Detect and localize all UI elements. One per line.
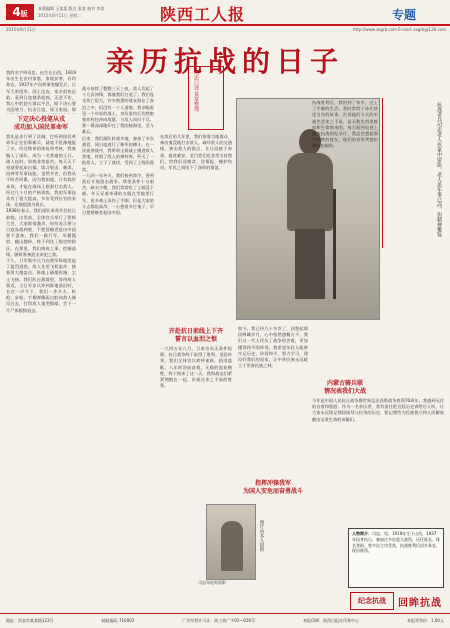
column-2-continued: 1938年春天，我们部队奉命开赴抗日前线。出发前，全体官兵举行了誓师大会，大家群情激昂，纷纷表示要与日寇血战到底，不把侵略者赶出中国誓不罢休。我们一路行军，风餐露宿，翻山越岭，终于到达了指定的防区。在那里，我们构筑工事，挖掘战壕，随时准备迎击来犯之敌。 [6,208,76,257]
subhead-4 [312,380,378,396]
page-footer [0,613,450,628]
page-number: 4 [12,5,21,19]
subhead-1-line1: 下定决心投笔从戎 [16,116,65,123]
subhead-2 [160,328,232,344]
column-stamp [350,592,444,610]
portrait-caption: 司忠年轻时留影 [198,580,226,585]
article-title: 亲历抗战的日子 [105,45,344,78]
subhead-3-line2: 为国人安危而奋勇战斗 [242,488,303,495]
newspaper-name: 陕西工人报 [160,5,246,24]
footer-price: 本报零售价：1.00元 [407,618,444,623]
column-3-text: 战斗持续了整整三天三夜，敌人发起了十几次冲锋，都被我们打退了。我们连也伤亡很大，许多熟悉的战友倒在了血泊之中，但没有一个人退缩。我亲眼看见一个年轻的战士，身负重伤后仍然抱着炸药包冲向敌群，与敌人同归于尽。那一幕深深地印在了我的脑海里，至今难忘。 [82,86,154,135]
editor-line: 本版编辑 王某某 版式 张某 校对 李某 [38,6,105,11]
column-3b-text: 后来，我们部队转战多地，参加了多次战役，同日寇进行了殊死的搏斗。在一次夜袭战中，我带领全班战士摸进敌人营地，炸毁了敌人的弹药库，歼灭了一批敌人，立下了战功，受到了上级的嘉奖。 [82,135,154,172]
subhead-4-line1: 内蒙古骑兵联 [326,380,363,387]
subhead-4-line2: 情况表我们大战 [323,388,366,395]
narrator-note: 司忠口述 某某整理 [193,70,199,112]
column-6b-text: 今年是中国人民抗日战争暨世界反法西斯战争胜利70周年，我感到无比的自豪和欣慰。作为一名亲历者，我有责任把这段历史讲给后人听，让大家永远铭记那段屈辱与抗争的历史，铭记那些为民族独立和人民解放献出宝贵生命的英雄们。 [312,398,444,422]
column-2 [82,86,154,606]
column-3-lower [160,346,232,496]
portrait-credit: 图片由本人提供 [259,520,264,552]
dateline [6,27,446,33]
column-3 [160,134,232,324]
column-1-top [6,70,76,114]
bio-box [348,528,444,588]
column-4-lower [238,326,308,476]
dateline-date: 2015年8月11日 [6,27,36,32]
subhead-2-line1: 开赴抗日前线上下齐 [168,328,223,335]
photo-caption: 抗战老兵司忠老人在家中留影，老人虽年事已高，但精神矍铄 [436,102,442,237]
photo-caption-box [382,98,444,248]
column-5-text: 一九四五年八月，日本宣布无条件投降，抗日战争终于取得了胜利。消息传来，我们全体官兵欢呼雀跃，热泪盈眶。八年的浴血奋战，无数的流血牺牲，终于换来了这一天。我和战友们紧紧拥抱在一起，庆祝这来之不易的胜利。 [160,346,232,389]
subhead-1 [6,116,76,132]
subhead-1-line2: 成功加入国民革命军 [13,124,68,131]
masthead [0,0,450,26]
page-number-badge [6,4,34,20]
footer-ad-license: 广告经营许可证：陕工商广字01—016号 [182,618,255,623]
bio-text: 司忠，男，1919年生于山西，1937年投身抗日，参加过多次重大战役，历任班长、排长等职，曾多次立功受奖，抗战胜利后回乡务农，现居陕西。 [352,531,440,554]
stamp-title: 回眸抗战 [398,598,442,609]
subhead-3-line1: 指挥冲锋我军 [254,480,291,487]
column-1-text: 我的名字叫司忠，出生在山西，1919年出生在农村家庭，家境贫寒，自幼务农。1937年卢沟桥事变爆发后，日军大举侵华，国土沦丧，家乡很快沦陷。看到日寇烧杀抢掠，无恶不作，我心中的怒火难以平息，暗下决心要为国效力，抗击日寇，保卫家园。那 [6,70,76,113]
subhead-2-line2: 誓言以血泪之恨 [174,336,217,343]
column-4b-text: 在敌后的几年里，我们依靠当地群众，神出鬼没地打击敌人，破坏敌人的交通线，袭击敌人的据点，让日寇疲于奔命，寝食难安。老百姓们也非常支持我们，给我们送粮食、送情报，掩护伤员，军民之间结下了深厚的情谊。 [160,134,232,171]
stamp-logo: 纪念抗战 [350,592,394,610]
bio-lead: 人物简介： [352,531,372,536]
issue-date: 2015年8月11日 星期二 [38,13,82,18]
header-rule [0,24,450,26]
portrait-photo [206,504,256,580]
footer-address: 地址：西安市某某路123号 [6,618,54,623]
narrator-note-box [188,66,224,130]
section-label: 专题 [392,8,417,22]
page-unit: 版 [20,10,28,18]
footer-zip: 邮政编码 710003 [101,618,135,623]
footer-printer: 本报印刷：陕西日报社印务中心 [303,618,360,623]
dateline-contact: http://www.sxgrb.com E-mail: sxgrb@126.com [352,27,446,32]
column-1b-text: 我先是步行到了县城，打听到国民革命军正在招募新兵，就毫不犹豫地报了名。经过简单的体检和考核，我被编入了部队，成为一名普通的士兵。刚入伍时，训练非常艰苦，每天天不亮就要起床出操，练习射击、刺杀、投弹等军事技能。虽然辛苦，但我从不叫苦叫累，因为我知道，只有练好本领，才能在战场上狠狠打击敌人。经过几个月的严格训练，我的军事技术有了很大提高，多次受到长官的表扬，还被提拔为班长。 [6,134,76,208]
column-6-text: 抗战胜利后，我回到了家乡，过上了平静的生活。我时常给子孙们讲述当年的故事，告诉他们今天的幸福生活来之不易，是无数先烈用鲜血和生命换来的。每当看到电视上播放抗战的纪录片，我总会想起那些牺牲的战友，他们的音容笑貌仿佛就在眼前。 [312,100,378,149]
column-4-text: 一九四一年冬天，我们接到命令，要到敌后开展游击战争。那里条件十分艰苦，缺衣少粮，我们常常吃了上顿没下顿，冬天穿着单薄的衣服在雪地里行军，很多战士冻伤了手脚。但是大家的斗志都很高昂，一心想着多打鬼子，早日把侵略者赶出中国。 [82,172,154,216]
column-1-bottom [6,134,76,604]
subhead-3 [238,480,308,496]
column-5b-text: 如今，我已经九十多岁了，回想起那段峥嵘岁月，心中依然感慨万千。我们这一代人经历了战争的苦难，更加懂得和平的珍贵。我希望年轻人能够牢记历史，珍爱和平，努力学习，建设好我们的国家，让中华民族永远屹立于世界民族之林。 [238,326,308,369]
column-6 [312,398,444,524]
column-2b-continued: 不久，日军集中兵力向我军阵地发起了猛烈进攻。敌人先用飞机轰炸，接着用大炮轰击，阵地上硝烟弥漫，尘土飞扬。我们趴在战壕里，等待敌人靠近。当日军步兵冲到阵地前沿时，长官一声令下，我们一齐开火，机枪、步枪、手榴弹像雨点般向敌人倾泻过去，打得敌人鬼哭狼嚎，丢下一片尸体狼狈退去。 [6,258,76,313]
